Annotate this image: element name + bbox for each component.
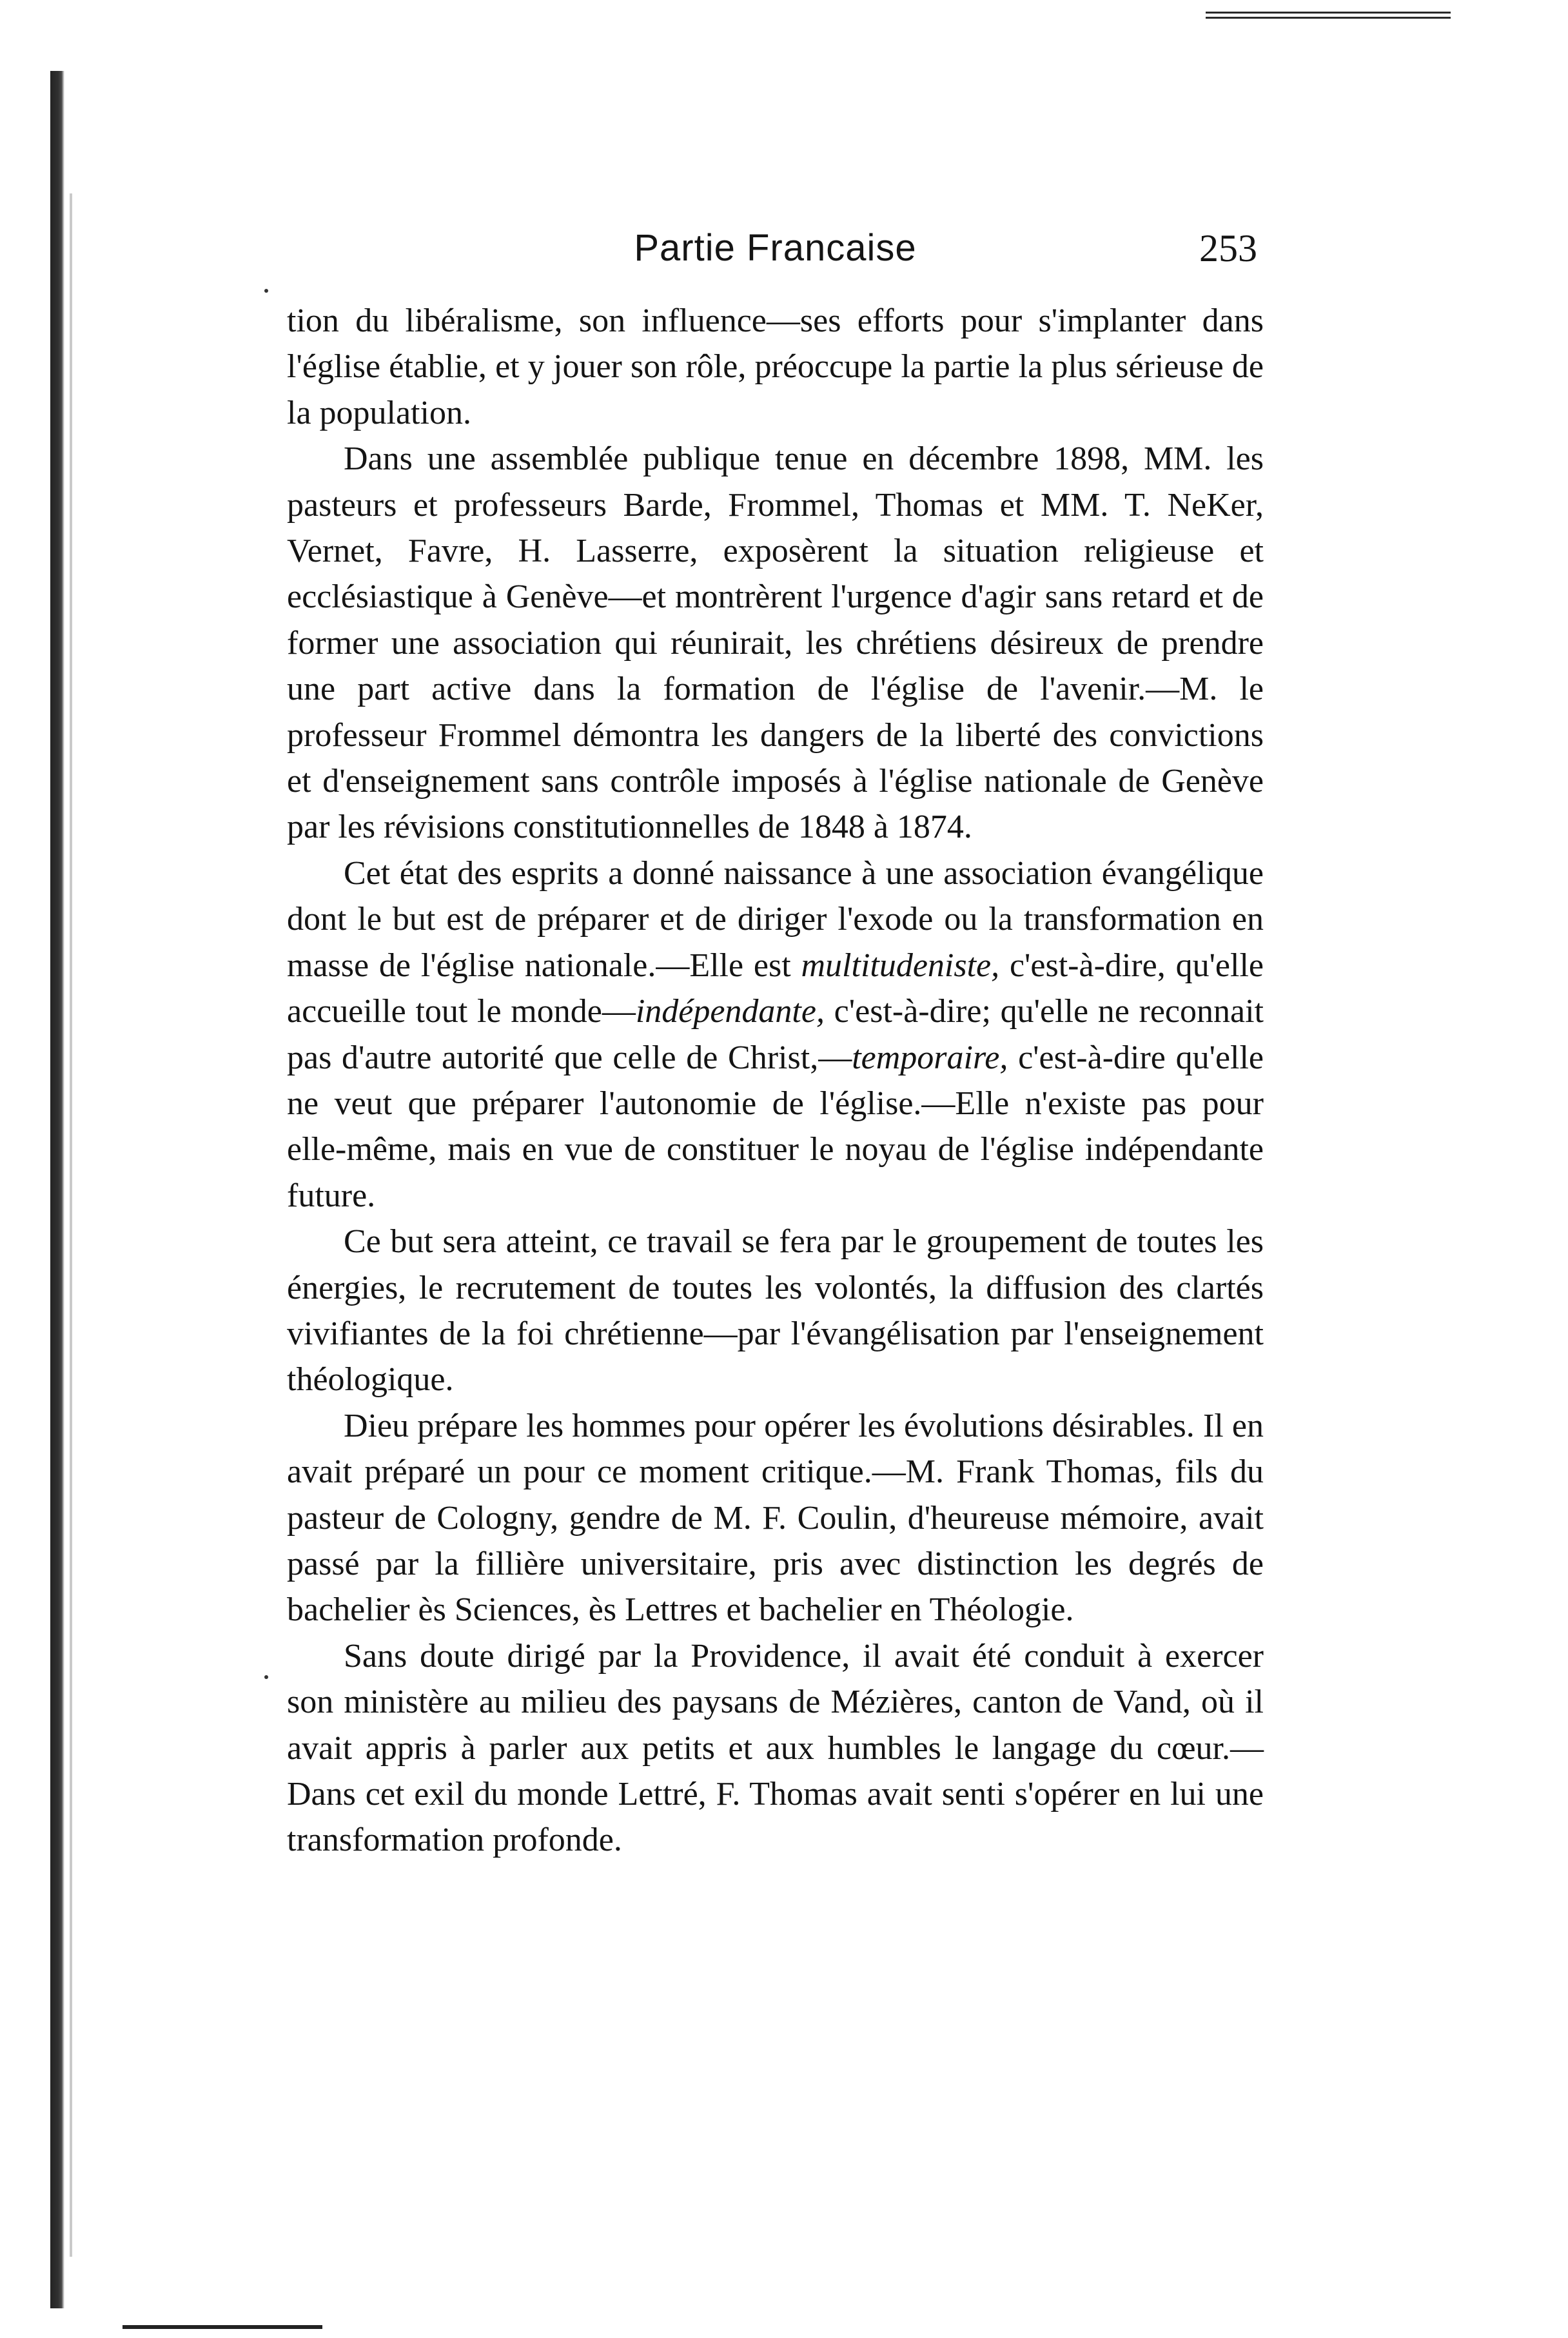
- paragraph: [287, 1633, 1264, 1863]
- scan-binding-shadow: [50, 71, 64, 2308]
- scan-bottom-rule: [122, 2325, 322, 2329]
- paragraph-text: Sans doute dirigé par la Providence, il avait été conduit à exercer son ministère au milieu des paysans de Mézières, canton de Vand, où il avait appris à parler aux petits et aux humbles le langage du cœur.—Dans cet exil du monde Lettré, F. Thomas avait senti s'opérer en lui une transformation profonde.: [287, 1637, 1264, 1859]
- italic-term: multitudeniste,: [801, 947, 1000, 984]
- scan-top-rule: [1206, 17, 1451, 19]
- running-head: [287, 213, 1264, 284]
- paragraph-text: tion du libéralisme, son influence—ses efforts pour s'implanter dans l'église établie, et y jouer son rôle, préoccupe la partie la plus sérieuse de la population.: [287, 302, 1264, 431]
- paragraph-text: c'est-à-dire; qu'elle ne reconnait pas d'autre autorité que celle de Christ,—: [287, 993, 1264, 1076]
- paragraph: [287, 850, 1264, 1219]
- paragraph-text: Dieu prépare les hommes pour opérer les évolutions désirables. Il en avait préparé un pour ce moment critique.—M. Frank Thomas, fils du pasteur de Cologny, gendre de M. F. Coulin, d'heureuse mémoire, avait passé par la fillière universitaire, pris avec distinction les degrés de bachelier ès Sciences, ès Lettres et bachelier en Théologie.: [287, 1407, 1264, 1629]
- paragraph: [287, 1403, 1264, 1633]
- scan-top-rule: [1206, 12, 1451, 14]
- page-number: 253: [1199, 227, 1257, 270]
- paragraph-text: Dans une assemblée publique tenue en décembre 1898, MM. les pasteurs et professeurs Barde, Frommel, Thomas et MM. T. NeKer, Vernet, Favre, H. Lasserre, exposèrent la situation religieuse et ecclésiastique à Genève—et montrèrent l'urgence d'agir sans retard et de former une association qui réunirait, les chrétiens désireux de prendre une part active dans la formation de l'église de l'avenir.—M. le professeur Frommel démontra les dangers de la liberté des convictions et d'enseignement sans contrôle imposés à l'église nationale de Genève par les révisions constitutionnelles de 1848 à 1874.: [287, 440, 1264, 846]
- paragraph-text: c'est-à-dire qu'elle ne veut que préparer l'autonomie de l'église.—Elle n'existe pas pour elle-même, mais en vue de constituer le noyau de l'église indépendante future.: [287, 1039, 1264, 1214]
- scan-speck: [264, 289, 268, 293]
- paragraph: [287, 298, 1264, 436]
- italic-term: temporaire,: [852, 1039, 1008, 1076]
- scan-binding-line: [70, 193, 72, 2257]
- running-title: Partie Francaise: [634, 227, 917, 269]
- paragraph-text: c'est-à-dire, qu'elle accueille tout le monde—: [287, 947, 1264, 1030]
- paragraph: [287, 1219, 1264, 1403]
- body-text: [287, 298, 1264, 1863]
- italic-term: indépendante,: [635, 993, 825, 1030]
- paragraph: [287, 436, 1264, 850]
- paragraph-text: Ce but sera atteint, ce travail se fera par le groupement de toutes les énergies, le recrutement de toutes les volontés, la diffusion des clartés vivifiantes de la foi chrétienne—par l'évangélisation par l'enseignement théologique.: [287, 1223, 1264, 1399]
- scan-speck: [264, 1675, 268, 1679]
- paragraph-text: Cet état des esprits a donné naissance à une association évangélique dont le but est de préparer et de diriger l'exode ou la transformation en masse de l'église nationale.—Elle est: [287, 854, 1264, 984]
